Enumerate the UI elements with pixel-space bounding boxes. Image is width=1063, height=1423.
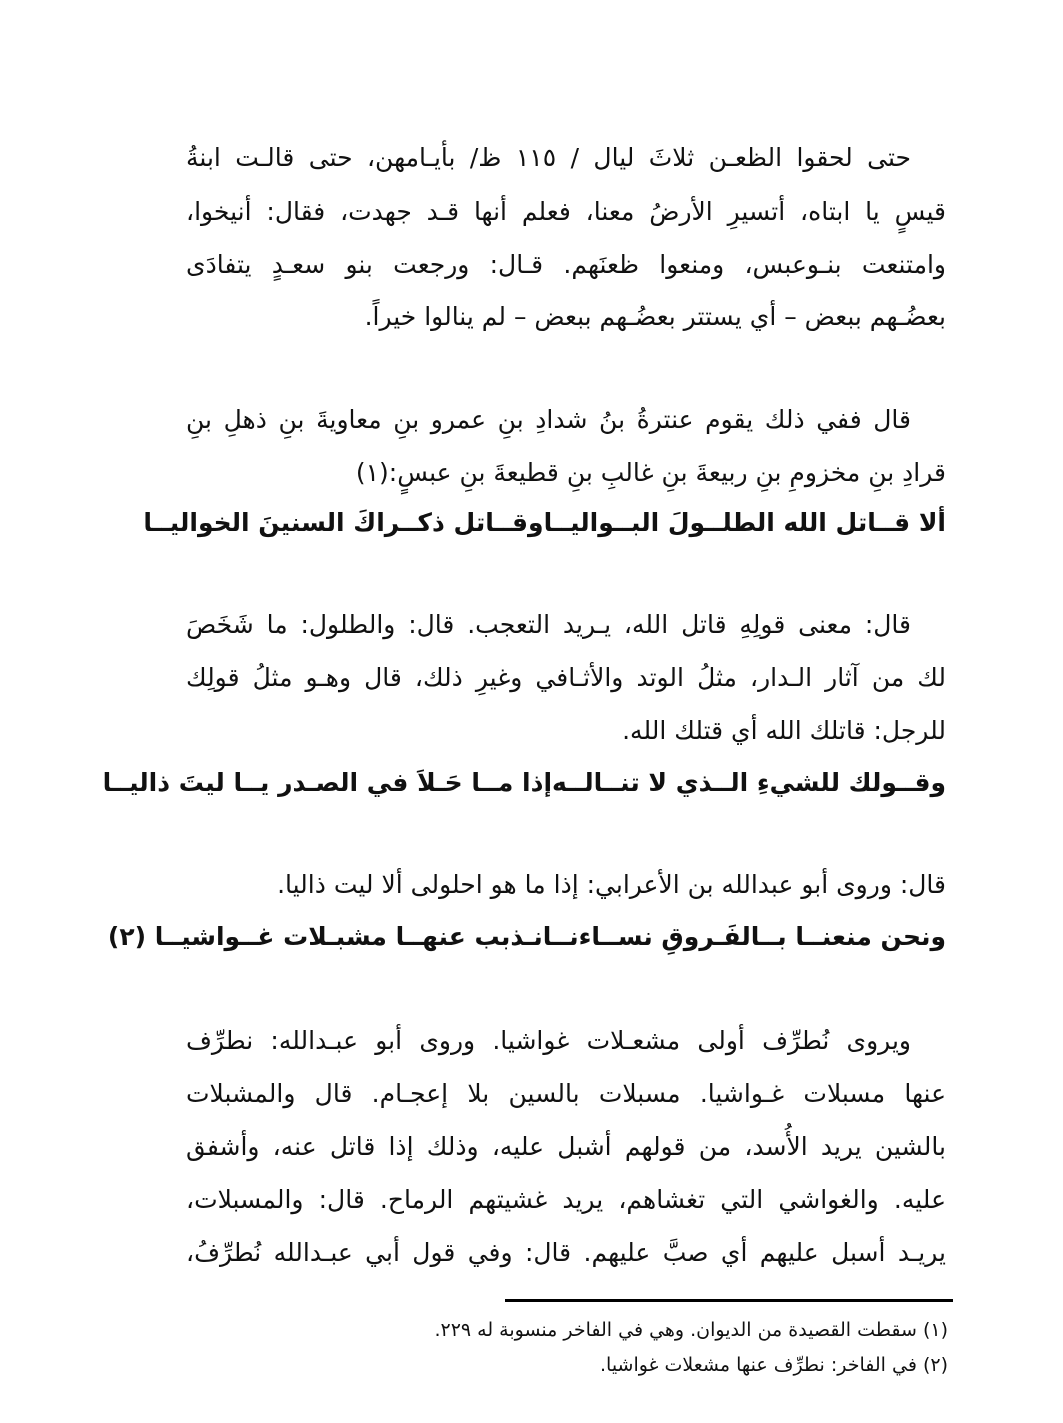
text-line: قيسٍ يا ابتاه، أتسيرِ الأرضُ معنا، فعلم أنها قـد جهدت، فقال: أنيخوا، [186,197,946,226]
text-line: قال: وروى أبو عبدالله بن الأعرابي: إذا ما هو احلولى ألا ليت ذاليا. [277,870,946,899]
text-line: عليه. والغواشي التي تغشاهم، يريد غشيتهم الرماح. قال: والمسبلات، [186,1185,946,1214]
footnote: (١) سقطت القصيدة من الديوان. وهي في الفاخر منسوبة له ٢٢٩. [434,1319,948,1341]
text-line: وامتنعت بنـوعبس، ومنعوا ظعنَهم. قـال: ورجعت بنو سعـدٍ يتفادَى [186,250,946,279]
text-line: قال: معنى قولِهِ قاتل الله، يـريد التعجب. قال: والطلول: ما شَخَصَ [186,610,911,639]
text-line: عنها مسبلات غـواشيا. مسبلات بالسين بلا إعجـام. قال والمشبلات [186,1079,946,1108]
text-line: حتى لحقوا الظعـن ثلاثَ ليال / ١١٥ ظ/ بأيـامهن، حتى قالـت ابنةُ [186,143,912,172]
text-line: قال ففي ذلك يقوم عنترةُ بنُ شدادِ بنِ عمرو بنِ معاويةَ بنِ ذهلِ بنِ [186,405,911,434]
footnote-divider [505,1299,953,1302]
text-line: بالشين يريد الأُسد، من قولهم أشبل عليه، وذلك إذا قاتل عنه، وأشفق [186,1132,946,1161]
text-line: بعضُـهم ببعض – أي يستتر بعضُـهم ببعض – لم ينالوا خيراً. [364,302,946,331]
verse-first-hemistich: وقــولك للشيءِ الــذي لا تنــالــه [552,768,946,797]
text-line: لك من آثار الـدار، مثلُ الوتد والأثـافي وغيرِ ذلك، قال وهـو مثلُ قولِك [186,663,946,692]
poem-verse [143,508,946,538]
verse-first-hemistich: ونحن منعنــا بــالفَـروقِ نســاءنــا [542,922,946,951]
poem-verse [102,768,946,798]
poem-verse [107,922,946,952]
footnote: (٢) في الفاخر: نطرِّف عنها مشعلات غواشيا. [599,1354,948,1376]
verse-first-hemistich: ألا قــاتل الله الطلــولَ البــواليــا [543,508,946,537]
text-line: للرجل: قاتلك الله أي قتلك الله. [622,716,946,745]
verse-second-hemistich: نـذبب عنهــا مشبـلات غــواشيــا (٢) [107,922,543,951]
text-line: يريـد أسبل عليهم أي صبَّ عليهم. قال: وفي قول أبي عبـدالله نُطرِّفُ، [186,1238,946,1267]
text-line: قرادِ بنِ مخزومِ بنِ ربيعةَ بنِ غالبِ بنِ قطيعةَ بنِ عبسٍ:(١) [355,458,946,487]
text-line: ويروى نُطرِّف أولى مشعـلات غواشيا. وروى أبو عبـدالله: نطرِّف [186,1026,911,1055]
verse-second-hemistich: إذا مــا حَـلاَ في الصـدر يــا ليتَ ذاليــا [102,768,553,797]
verse-second-hemistich: وقــاتل ذكــراكَ السنينَ الخواليــا [143,508,544,537]
